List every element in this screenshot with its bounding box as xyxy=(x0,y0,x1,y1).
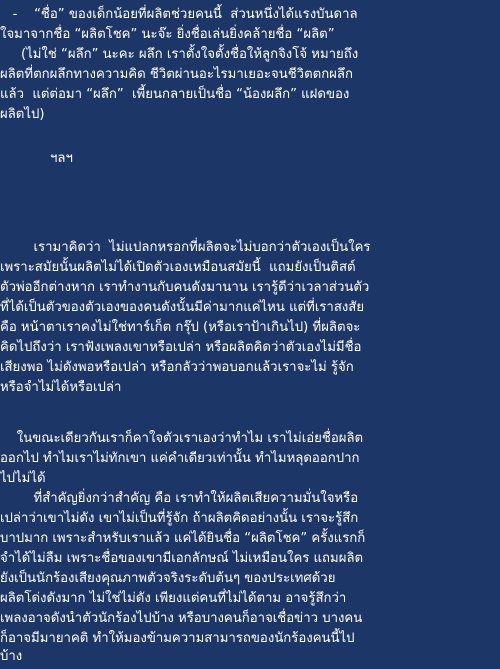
text-line: หรือจำไม่ได้หรือเปล่า xyxy=(0,380,122,395)
text-line: ก็อาจมีมายาคติ ทำให้มองข้ามความสามารถของนักร้องคนนี้ไป xyxy=(0,631,355,646)
text-line: แล้ว แต่ต่อมา “ผลึก” เพี้ยนกลายเป็นชื่อ “น้องผลึก” แฝดของ xyxy=(0,87,350,102)
text-line: เพราะสมัยนั้นผลิตไม่ได้เปิดตัวเองเหมือนสมัยนี้ แถมยังเป็นติสต์ xyxy=(0,260,356,275)
text-line: คือ หน้าตาเราคงไม่ใช่ทาร์เก็ต กรุ๊ป (หรือเราป้าเกินไป) ที่ผลิตจะ xyxy=(0,320,361,335)
text-line: ที่ได้เป็นตัวของตัวเองของคนดังนั้นมีค่ามากแค่ไหน แต่ที่เราสงสัย xyxy=(0,300,365,315)
text-line: ผลิตโด่งดังมาก ไม่ใช่ไม่ดัง เพียงแต่คนที่ไม่ได้ตาม อาจรู้สึกว่า xyxy=(0,591,347,606)
text-line: บ้าง xyxy=(0,649,23,664)
text-line: คิดไปถึงว่า เราฟังเพลงเขาหรือเปล่า หรือผลิตคิดว่าตัวเองไม่มีชื่อ xyxy=(0,340,362,355)
text-line: ผลิตไป) xyxy=(0,107,45,122)
text-line: เสียงพอ ไม่ดังพอหรือเปล่า หรือกลัวว่าพอบอกแล้วเราจะไม่ รู้จัก xyxy=(0,360,354,375)
text-line: (ไม่ใช่ “ผลึก” นะคะ ผลึก เราตั้งใจตั้งชื่อให้ลูกจิงโจ้ หมายถึง xyxy=(0,47,359,62)
text-line: ใจมาจากชื่อ “ผลิตโชค” นะจ๊ะ ยิ่งชื่อเล่นยิ่งคล้ายชื่อ “ผลิต” xyxy=(0,27,335,42)
text-line: ผลิตที่ตกผลึกทางความคิด ชีวิตผ่านอะไรมาเยอะจนชีวิตตกผลึก xyxy=(0,67,353,82)
text-line: บาปมาก เพราะสำหรับเราแล้ว แค่ได้ยินชื่อ “ผลิตโชค” ครั้งแรกก็ xyxy=(0,531,366,546)
text-line: ตัวพ่ออีกต่างหาก เราทำงานกับคนดังมานาน เรารู้ดีว่าเวลาส่วนตัว xyxy=(0,280,370,295)
text-line: ที่สำคัญยิ่งกว่าสำคัญ คือ เราทำให้ผลิตเสียความมั่นใจหรือ xyxy=(0,491,359,506)
text-line: ยังเป็นนักร้องเสียงคุณภาพตัวจริงระดับต้นๆ ของประเทศด้วย xyxy=(0,571,336,586)
text-line: ไปไม่ได้ xyxy=(0,471,46,486)
text-line: ในขณะเดียวกันเราก็คาใจตัวเราเองว่าทำไม เราไม่เอ่ยชื่อผลิต xyxy=(0,431,364,446)
text-line: เรามาคิดว่า ไม่แปลกหรอกที่ผลิตจะไม่บอกว่าตัวเองเป็นใคร xyxy=(0,240,371,255)
text-line: - “ชื่อ” ของเด็กน้อยที่ผลิตช่วยคนนี้ ส่วนหนึ่งได้แรงบันดาล xyxy=(0,7,358,22)
text-line: ออกไป ทำไมเราไม่ทักเขา แค่คำเดียวเท่านั้น ทำไมหลุดออกปาก xyxy=(0,451,360,466)
section-separator: ฯลฯ xyxy=(50,151,73,166)
text-line: เพลงอาจดังนำตัวนักร้องไปบ้าง หรือบางคนก็อาจเชื่อข่าว บางคน xyxy=(0,611,363,626)
text-line: เปล่าว่าเขาไม่ดัง เขาไม่เป็นที่รู้จัก ถ้าผลิตคิดอย่างนั้น เราจะรู้สึก xyxy=(0,511,359,526)
text-line: จำได้ไม่ลืม เพราะชื่อของเขามีเอกลักษณ์ ไม่เหมือนใคร แถมผลิต xyxy=(0,551,364,566)
